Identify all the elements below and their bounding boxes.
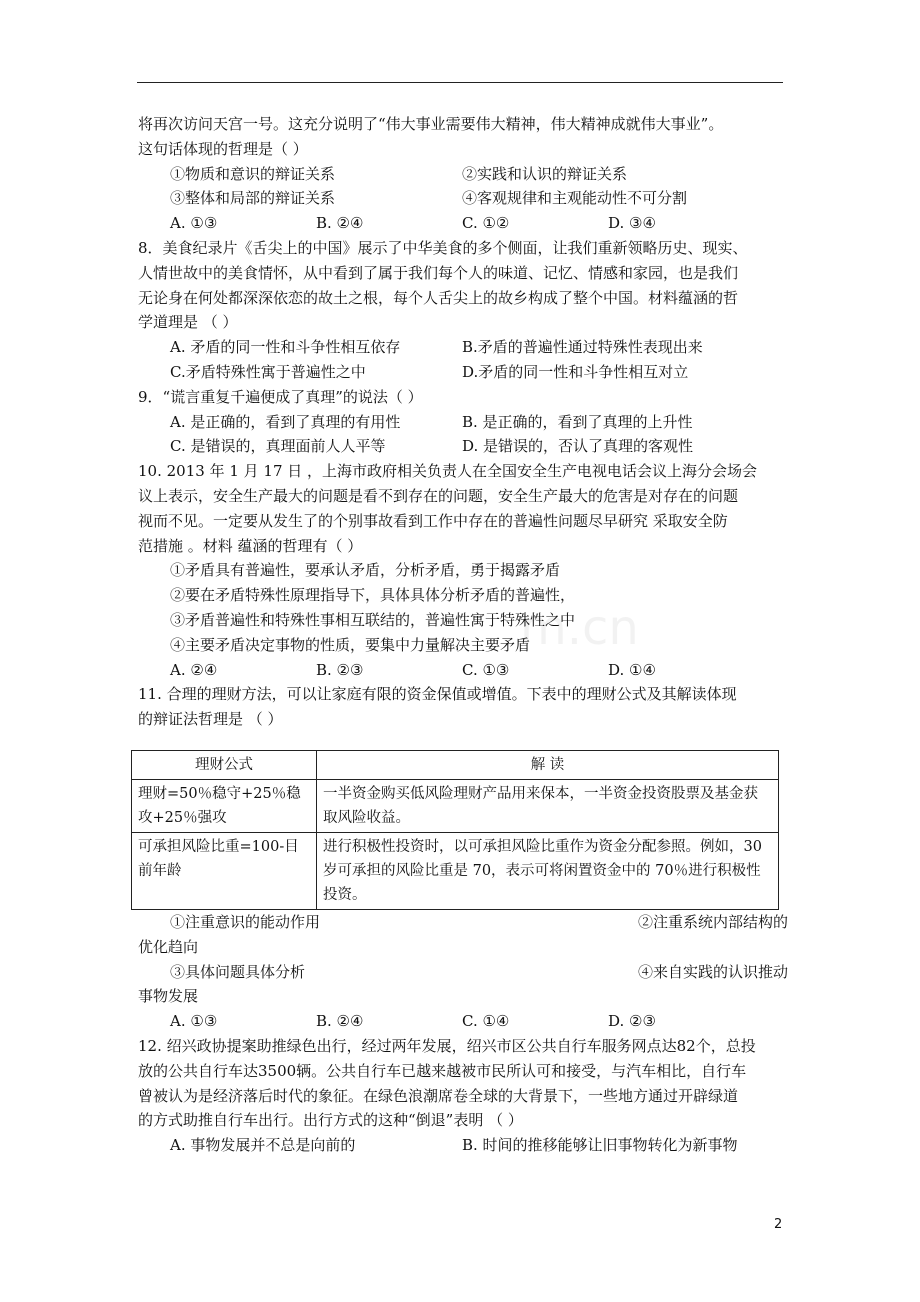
text-line: 曾被认为是经济落后时代的象征。在绿色浪潮席卷全球的大背景下，一些地方通过开辟绿道	[138, 1086, 739, 1105]
answer-c: C. ①④	[462, 1012, 510, 1031]
text-line: 这句话体现的哲理是（ ）	[138, 139, 308, 158]
text-line: 学道理是 （ ）	[138, 313, 238, 332]
answer-row	[138, 658, 788, 683]
text-line: 视而不见。一定要从发生了的个别事故看到工作中存在的普遍性问题尽早研究 采取安全防	[138, 511, 728, 530]
option: ③具体问题具体分析	[170, 962, 306, 981]
text-line: 事物发展	[138, 987, 199, 1006]
answer-b: B.矛盾的普遍性通过特殊性表现出来	[462, 338, 703, 357]
option: ④客观规律和主观能动性不可分割	[462, 189, 688, 208]
table-cell: 一半资金购买低风险理财产品用来保本，一半资金投资股票及基金获取风险收益。	[317, 779, 779, 832]
text-line: 放的公共自行车达3500辆。公共自行车已越来越被市民所认可和接受，与汽车相比，自行车	[138, 1061, 747, 1080]
answer-a: A. ①③	[170, 214, 218, 233]
option-row	[138, 162, 788, 187]
answer-row	[138, 434, 788, 459]
finance-table	[131, 750, 779, 910]
table-cell: 可承担风险比重=100-目前年龄	[132, 832, 317, 909]
option: ①物质和意识的辩证关系	[170, 164, 336, 183]
answer-row	[138, 410, 788, 435]
answer-d: D. ③④	[608, 214, 656, 233]
text-line: 范措施 。材料 蕴涵的哲理有（ ）	[138, 536, 363, 555]
answer-row	[138, 1133, 788, 1158]
option-row	[138, 186, 788, 211]
option: ③矛盾普遍性和特殊性事相互联结的，普遍性寓于特殊性之中	[170, 610, 576, 629]
option-row	[138, 910, 788, 935]
option: ②注重系统内部结构的	[637, 912, 788, 931]
option: ④主要矛盾决定事物的性质，要集中力量解决主要矛盾	[170, 635, 531, 654]
answer-d: D. 是错误的，否认了真理的客观性	[462, 437, 694, 456]
answer-a: A. ②④	[170, 660, 218, 679]
answer-d: D.矛盾的同一性和斗争性相互对立	[462, 362, 689, 381]
answer-b: B. ②④	[316, 1012, 364, 1031]
answer-d: D. ①④	[608, 660, 656, 679]
option: ①矛盾具有普遍性，要承认矛盾，分析矛盾，勇于揭露矛盾	[170, 561, 561, 580]
text-line: 议上表示，安全生产最大的问题是看不到存在的问题，安全生产最大的危害是对存在的问题	[138, 486, 739, 505]
option: ④来自实践的认识推动	[637, 962, 788, 981]
table-row	[132, 779, 779, 832]
question-12: 12. 绍兴政协提案助推绿色出行，经过两年发展，绍兴市区公共自行车服务网点达82个，总投	[138, 1036, 756, 1055]
answer-a: A. 是正确的，看到了真理的有用性	[170, 412, 401, 431]
page-number: 2	[774, 1217, 783, 1232]
table-cell: 进行积极性投资时，以可承担风险比重作为资金分配参照。例如，30 岁可承担的风险比重是 70，表示可将闲置资金中的 70％进行积极性投资。	[317, 832, 779, 909]
option: ③整体和局部的辩证关系	[170, 189, 336, 208]
answer-a: A. 事物发展并不总是向前的	[170, 1136, 356, 1155]
answer-row	[138, 1009, 788, 1034]
answer-a: A. ①③	[170, 1012, 218, 1031]
text-line: 的辩证法哲理是 （ ）	[138, 710, 283, 729]
option-row	[138, 960, 788, 985]
table-cell: 理财=50％稳守+25％稳攻+25％强攻	[132, 779, 317, 832]
answer-c: C. ①③	[462, 660, 510, 679]
question-9: 9．“谎言重复千遍便成了真理”的说法（ ）	[138, 387, 423, 406]
table-row	[132, 832, 779, 909]
answer-d: D. ②③	[608, 1012, 656, 1031]
answer-b: B. 时间的推移能够让旧事物转化为新事物	[462, 1136, 738, 1155]
text-line: 人情世故中的美食情怀，从中看到了属于我们每个人的味道、记忆、情感和家园，也是我们	[138, 263, 739, 282]
question-11: 11. 合理的理财方法，可以让家庭有限的资金保值或增值。下表中的理财公式及其解读体现	[138, 685, 737, 704]
answer-b: B. ②③	[316, 660, 364, 679]
table-header: 理财公式	[132, 750, 317, 779]
text-line: 无论身在何处都深深依恋的故土之根，每个人舌尖上的故乡构成了整个中国。材料蕴涵的哲	[138, 288, 739, 307]
watermark: m.cn	[520, 600, 639, 656]
answer-c: C.矛盾特殊性寓于普遍性之中	[170, 362, 366, 381]
option: ②实践和认识的辩证关系	[462, 164, 628, 183]
answer-a: A. 矛盾的同一性和斗争性相互依存	[170, 338, 401, 357]
text-line: 优化趋向	[138, 937, 199, 956]
option: ①注重意识的能动作用	[170, 912, 321, 931]
text-line: 将再次访问天宫一号。这充分说明了“伟大事业需要伟大精神，伟大精神成就伟大事业”。	[138, 115, 724, 133]
option: ②要在矛盾特殊性原理指导下，具体具体分析矛盾的普遍性，	[170, 586, 576, 605]
answer-row	[138, 335, 788, 360]
answer-c: C. ①②	[462, 214, 510, 233]
answer-b: B. ②④	[316, 214, 364, 233]
answer-row	[138, 211, 788, 236]
answer-row	[138, 360, 788, 385]
text-line: 的方式助推自行车出行。出行方式的这种“倒退”表明 （ ）	[138, 1111, 523, 1130]
answer-b: B. 是正确的，看到了真理的上升性	[462, 412, 693, 431]
question-8: 8．美食纪录片《舌尖上的中国》展示了中华美食的多个侧面，让我们重新领略历史、现实、	[138, 238, 748, 257]
question-10: 10. 2013 年 1 月 17 日 ，上海市政府相关负责人在全国安全生产电视电话会议上海分会场会	[138, 462, 758, 481]
header-rule	[137, 82, 783, 83]
table-header: 解 读	[317, 750, 779, 779]
document-body	[138, 112, 788, 1158]
answer-c: C. 是错误的，真理面前人人平等	[170, 437, 386, 456]
